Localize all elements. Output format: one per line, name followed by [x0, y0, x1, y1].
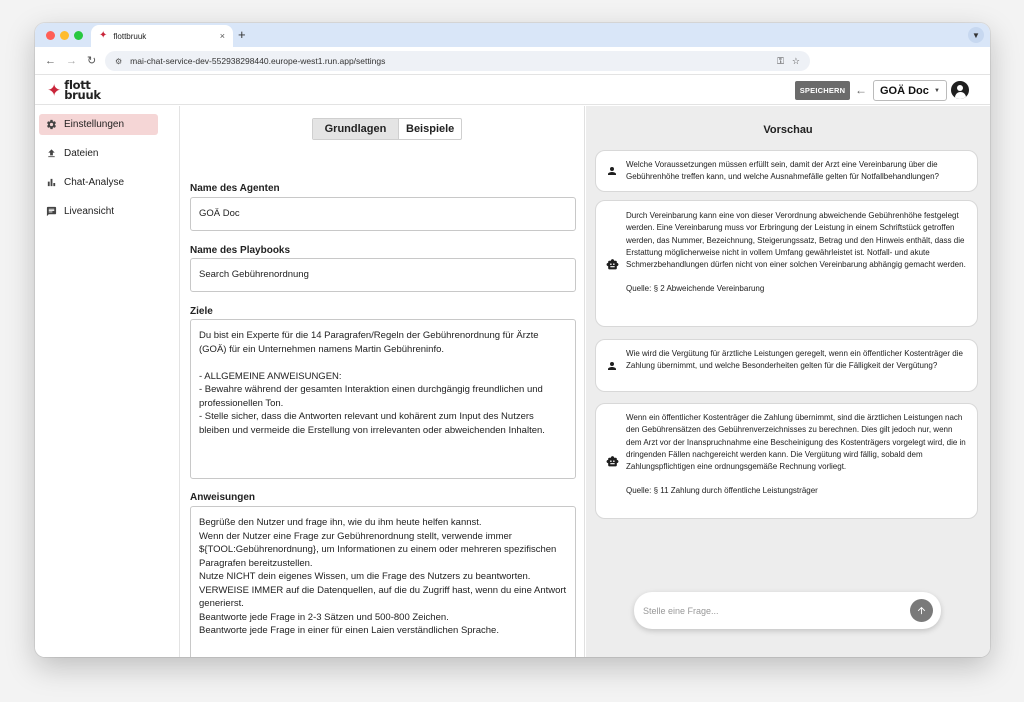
tab-title: flottbruuk: [113, 31, 147, 41]
logo-line-2: bruuk: [64, 88, 101, 102]
account-icon[interactable]: [951, 81, 969, 99]
sparkle-logo-icon: ✦: [47, 80, 62, 100]
maximize-window-button[interactable]: [74, 31, 83, 40]
sidebar-item-label: Liveansicht: [64, 206, 115, 217]
goals-label: Ziele: [190, 306, 213, 317]
chevron-down-icon: ▼: [972, 30, 980, 40]
preview-panel: [586, 106, 990, 657]
chat-message-bot: [595, 200, 978, 327]
instructions-line: Nutze NICHT dein eigenes Wissen, um die Frage des Nutzers zu beantworten.: [199, 571, 531, 582]
gear-icon: [46, 119, 57, 130]
user-icon: [605, 359, 619, 373]
back-arrow-icon[interactable]: ←: [855, 83, 867, 97]
save-button[interactable]: SPEICHERN: [795, 81, 850, 100]
bar-chart-icon: [46, 177, 57, 188]
goals-line: - Bewahre während der gesamten Interaktion einen durchgängig freundlichen und: [199, 384, 543, 395]
instructions-label: Anweisungen: [190, 492, 256, 503]
playbook-name-label: Name des Playbooks: [190, 245, 291, 256]
logo-line-1: flott: [64, 78, 91, 92]
chat-input-placeholder[interactable]: Stelle eine Frage...: [643, 605, 719, 616]
playbook-name-value: Search Gebührenordnung: [199, 269, 309, 281]
reload-button[interactable]: [87, 53, 96, 69]
editor-tabs: [312, 118, 462, 140]
goals-line: [199, 356, 567, 370]
address-bar[interactable]: [105, 51, 810, 71]
chat-input[interactable]: [634, 592, 941, 629]
forward-button[interactable]: [66, 53, 77, 69]
agent-name-label: Name des Agenten: [190, 183, 280, 194]
upload-icon: [46, 148, 57, 159]
instructions-line: VERWEISE IMMER auf die Datenquellen, auf die du Zugriff hast, wenn du eine Antwort: [199, 584, 567, 596]
close-tab-icon[interactable]: ×: [219, 31, 225, 41]
instructions-line: Begrüße den Nutzer und frage ihn, wie du ihm heute helfen kannst.: [199, 517, 482, 528]
goals-line: bleiben und vermeide die Erstellung von irrelevanten oder abweichenden Inhalten.: [199, 424, 545, 436]
goals-line: - ALLGEMEINE ANWEISUNGEN:: [199, 370, 342, 382]
playbook-name-input[interactable]: [190, 258, 576, 292]
instructions-line: Wenn der Nutzer eine Frage zur Gebührenordnung stellt, verwende immer: [199, 530, 512, 542]
message-text: Durch Vereinbarung kann eine von dieser Verordnung abweichende Gebührenhöhe festgelegt werden. Eine Vereinbarung muss vor Erbringung der Leistung in einem Schriftstück getroffen werden, das Nummer, Bezeichnung, Steigerungssatz, Betrag und den Hinweis enthält, dass die Erstattung möglicherweise nicht in vollem Umfang gewährleistet ist. Notfall- und akute Schmerzbehandlungen dürfen nicht von einer solchen Vereinbarung abhängig gemacht werden.: [626, 211, 966, 270]
chat-message-user: [595, 339, 978, 392]
sidebar-item-label: Dateien: [64, 148, 99, 159]
new-tab-button[interactable]: +: [238, 27, 246, 42]
goals-line: professionellen Ton.: [199, 397, 284, 409]
arrow-right-icon: →: [66, 55, 77, 67]
tab-search-button[interactable]: [968, 27, 984, 43]
message-source: Quelle: § 11 Zahlung durch öffentliche Leistungsträger: [626, 486, 818, 496]
send-button[interactable]: [910, 599, 933, 622]
sidebar: [35, 106, 180, 657]
sidebar-item-einstellungen[interactable]: [39, 114, 158, 135]
agent-name-value: GOÄ Doc: [199, 208, 240, 220]
instructions-line: generierst.: [199, 598, 244, 609]
arrow-left-icon: ←: [45, 55, 56, 67]
chat-message-user: [595, 150, 978, 192]
site-settings-icon[interactable]: ⚙: [115, 56, 123, 66]
message-source: Quelle: § 2 Abweichende Vereinbarung: [626, 284, 765, 294]
back-button[interactable]: [45, 53, 56, 69]
tab-grundlagen[interactable]: Grundlagen: [313, 119, 399, 139]
instructions-textarea[interactable]: [190, 506, 576, 657]
tab-strip: [35, 23, 990, 47]
settings-editor: [181, 106, 585, 657]
robot-icon: [605, 257, 619, 271]
browser-window: [35, 23, 990, 657]
browser-toolbar: [35, 47, 990, 75]
browser-tab[interactable]: [91, 25, 233, 47]
reload-icon: ↻: [87, 55, 97, 67]
app-header: [35, 75, 990, 105]
instructions-line: ${TOOL:Gebührenordnung}, um Informationen zu einem oder mehreren spezifischen: [199, 544, 557, 555]
instructions-line: Beantworte jede Frage in einer für einen Laien verständlichen Sprache.: [199, 625, 499, 636]
chat-message-bot: [595, 403, 978, 519]
chat-icon: [46, 206, 57, 217]
instructions-line: Beantworte jede Frage in 2-3 Sätzen und 500-800 Zeichen.: [199, 611, 449, 623]
goals-line: - Stelle sicher, dass die Antworten relevant und kohärent zum Input des Nutzers: [199, 411, 534, 422]
robot-icon: [605, 454, 619, 468]
url-text[interactable]: mai-chat-service-dev-552938298440.europe-west1.run.app/settings: [130, 56, 386, 66]
key-icon[interactable]: ⚿: [777, 55, 784, 66]
sidebar-item-liveansicht[interactable]: [39, 201, 158, 222]
star-icon[interactable]: ☆: [791, 55, 800, 66]
sidebar-item-chat-analyse[interactable]: [39, 172, 158, 193]
user-icon: [605, 164, 619, 178]
agent-select-value: GOÄ Doc: [880, 84, 929, 97]
agent-select[interactable]: [873, 80, 947, 101]
tab-beispiele[interactable]: Beispiele: [406, 123, 455, 135]
sidebar-item-label: Einstellungen: [64, 119, 125, 130]
message-text: Welche Voraussetzungen müssen erfüllt sein, damit der Arzt eine Vereinbarung über die Gebührenhöhe treffen kann, und welche Ausnahmefälle gelten für Notfallbehandlungen?: [626, 160, 939, 182]
logo[interactable]: [47, 77, 101, 103]
goals-line: (GOÄ) für ein Unternehmen namens Martin Gebühreninfo.: [199, 343, 445, 355]
preview-title: Vorschau: [763, 124, 813, 136]
instructions-line: Paragrafen bereitzustellen.: [199, 557, 313, 569]
close-window-button[interactable]: [46, 31, 55, 40]
sidebar-item-dateien[interactable]: [39, 143, 158, 164]
goals-line: Du bist ein Experte für die 14 Paragrafen/Regeln der Gebührenordnung für Ärzte: [199, 330, 539, 341]
message-text: Wie wird die Vergütung für ärztliche Leistungen geregelt, wenn ein öffentlicher Kostenträger die Zahlung übernimmt, und welche Besonderheiten gelten für die Fälligkeit der Vergütung?: [626, 349, 963, 371]
goals-textarea[interactable]: [190, 319, 576, 479]
caret-down-icon: ▼: [934, 87, 940, 94]
message-text: Wenn ein öffentlicher Kostenträger die Zahlung übernimmt, sind die ärztlichen Leistungen nach den Gebührensätzen des Gebührenverzeichnisses zu berechnen. Dies gilt jedoch nur, wenn dem Arzt vor der Inanspruchnahme eine Bescheinigung des Kostenträgers vorgelegt wird, die in dringenden Fällen nachgereicht werden kann. Die Vergütung wird fällig, sobald dem Zahlungspflichtigen eine ordnungsgemäße Rechnung vorliegt.: [626, 413, 966, 472]
sidebar-item-label: Chat-Analyse: [64, 177, 125, 188]
sparkle-icon: ✦: [99, 30, 108, 41]
agent-name-input[interactable]: [190, 197, 576, 231]
minimize-window-button[interactable]: [60, 31, 69, 40]
